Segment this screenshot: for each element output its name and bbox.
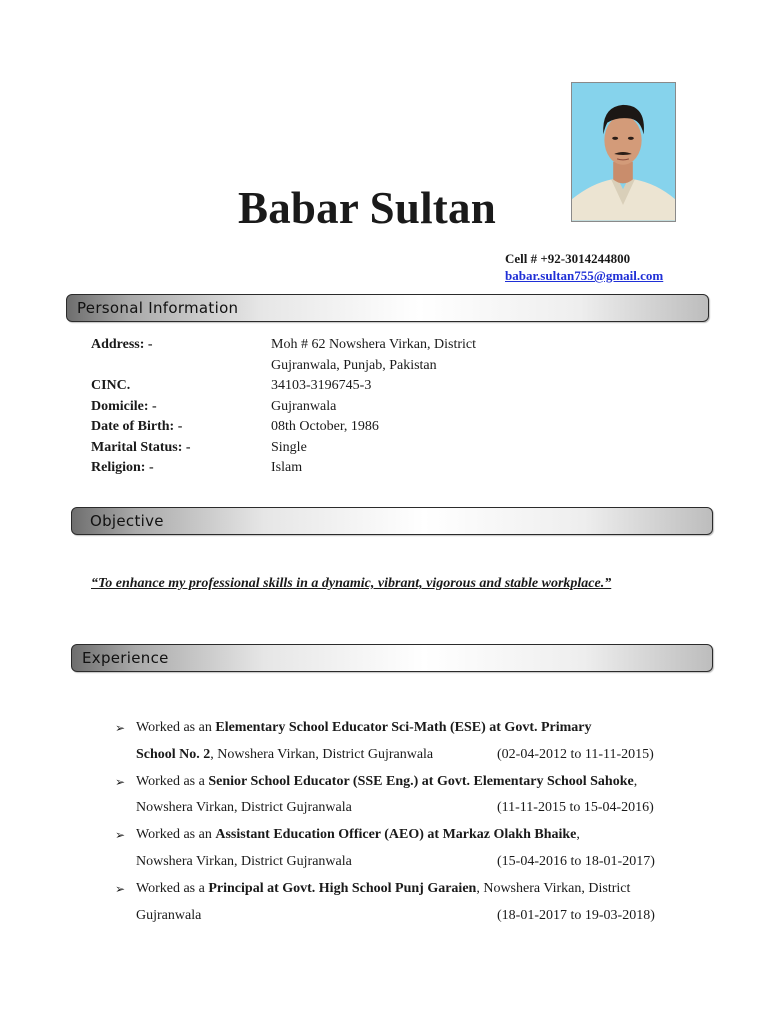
job-location: , Nowshera Virkan, District xyxy=(476,880,631,896)
info-label: CINC. xyxy=(91,378,131,393)
info-value: Gujranwala, Punjab, Pakistan xyxy=(271,357,437,373)
job-title: Assistant Education Officer (AEO) at Markaz Olakh Bhaike xyxy=(215,827,577,843)
section-personal-information xyxy=(66,294,709,322)
info-label: Marital Status: - xyxy=(91,439,191,455)
list-item xyxy=(115,876,675,930)
profile-photo xyxy=(571,82,676,222)
job-text: , xyxy=(633,773,638,789)
email-link[interactable]: babar.sultan755@gmail.com xyxy=(505,268,664,283)
job-location: , Nowshera Virkan, District Gujranwala xyxy=(210,746,434,762)
contact-block xyxy=(505,250,663,284)
job-dates: (15-04-2016 to 18-01-2017) xyxy=(497,853,655,869)
info-label: Address: - xyxy=(91,337,153,352)
list-item xyxy=(115,769,675,823)
cell-number: Cell # +92-3014244800 xyxy=(505,251,631,266)
job-location: Gujranwala xyxy=(136,907,202,923)
section-experience xyxy=(71,644,713,672)
experience-list xyxy=(115,715,675,929)
section-title: Experience xyxy=(82,649,169,667)
job-title: Senior School Educator (SSE Eng.) at Govt. Elementary School Sahoke xyxy=(208,773,634,789)
job-dates: (11-11-2015 to 15-04-2016) xyxy=(497,800,654,816)
job-text: Worked as an xyxy=(136,827,216,843)
job-text: Worked as an xyxy=(136,720,216,735)
candidate-name: Babar Sultan xyxy=(238,183,496,233)
arrow-bullet-icon: ➢ xyxy=(115,881,126,896)
job-location: Nowshera Virkan, District Gujranwala xyxy=(136,853,352,869)
info-value: Single xyxy=(271,439,307,455)
job-title: Elementary School Educator Sci-Math (ESE) at Govt. Primary xyxy=(215,720,592,735)
job-title: School No. 2 xyxy=(136,746,211,762)
info-value: Islam xyxy=(271,460,303,475)
info-value: 34103-3196745-3 xyxy=(271,378,372,393)
info-label: Domicile: - xyxy=(91,398,157,414)
objective-statement: “To enhance my professional skills in a dynamic, vibrant, vigorous and stable workplace.” xyxy=(91,576,612,591)
section-objective xyxy=(71,507,713,535)
arrow-bullet-icon: ➢ xyxy=(115,774,126,789)
list-item xyxy=(115,715,675,769)
job-location: Nowshera Virkan, District Gujranwala xyxy=(136,800,352,816)
job-dates: (02-04-2012 to 11-11-2015) xyxy=(497,746,654,762)
info-value: Gujranwala xyxy=(271,398,337,414)
list-item xyxy=(115,822,675,876)
info-label: Religion: - xyxy=(91,460,154,475)
job-text: Worked as a xyxy=(136,773,209,789)
job-dates: (18-01-2017 to 19-03-2018) xyxy=(497,907,655,923)
info-value: 08th October, 1986 xyxy=(271,419,379,434)
job-title: Principal at Govt. High School Punj Garaien xyxy=(208,880,477,896)
section-title: Objective xyxy=(90,512,164,530)
info-value: Moh # 62 Nowshera Virkan, District xyxy=(271,337,476,352)
job-text: , xyxy=(576,827,580,843)
info-label: Date of Birth: - xyxy=(91,419,183,434)
arrow-bullet-icon: ➢ xyxy=(115,721,126,735)
job-text: Worked as a xyxy=(136,880,209,896)
section-title: Personal Information xyxy=(77,299,239,317)
profile-photo-image xyxy=(572,83,675,221)
arrow-bullet-icon: ➢ xyxy=(115,828,126,843)
